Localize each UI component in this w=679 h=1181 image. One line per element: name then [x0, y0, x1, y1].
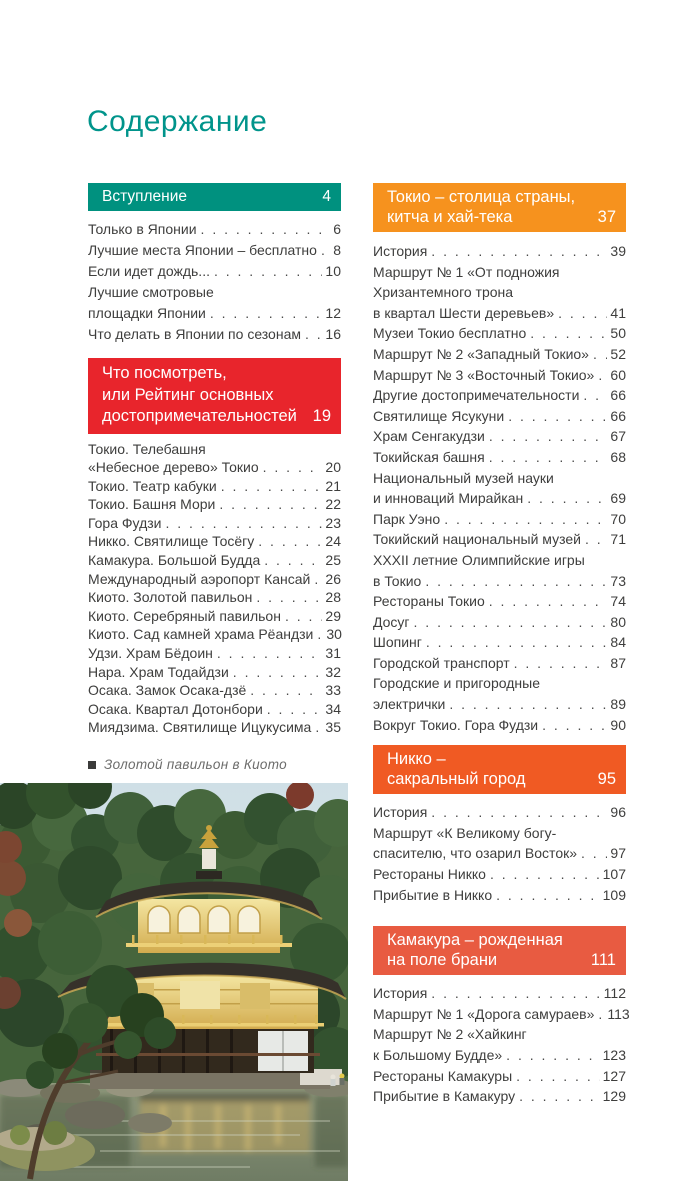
- toc-entry-title: Токио. Театр кабуки: [88, 477, 217, 494]
- toc-entry[interactable]: [88, 324, 341, 345]
- toc-entry[interactable]: [88, 458, 341, 477]
- toc-entry-title: Маршрут № 2 «Западный Токио»: [373, 345, 589, 362]
- toc-entry-title: и инноваций Мирайкан: [373, 490, 524, 507]
- toc-entry-title: Миядзима. Святилище Ицукусима: [88, 719, 312, 736]
- toc-entry-page: 123: [602, 1047, 626, 1063]
- toc-entry[interactable]: [88, 607, 341, 626]
- dot-leader: [542, 715, 607, 736]
- toc-entry-title: Храм Сенгакудзи: [373, 428, 485, 445]
- toc-entry-page: 71: [610, 531, 626, 548]
- toc-entry[interactable]: [88, 700, 341, 719]
- left-sections: [88, 183, 341, 737]
- toc-entry-page: 12: [325, 305, 341, 321]
- toc-entry[interactable]: [373, 1066, 626, 1087]
- toc-entry-page: 28: [325, 589, 341, 606]
- toc-entry-page: 60: [610, 366, 626, 383]
- toc-entry-page: 26: [325, 570, 341, 587]
- toc-entry-title: Маршрут № 1 «От подножия: [373, 263, 560, 280]
- toc-entry-page: 66: [610, 407, 626, 424]
- toc-entry[interactable]: [373, 1004, 630, 1025]
- toc-entry-title: Хризантемного трона: [373, 284, 514, 301]
- toc-entry-title: Камакура. Большой Будда: [88, 552, 261, 569]
- dot-leader: [414, 612, 608, 633]
- dot-leader: [314, 570, 322, 589]
- toc-entry-title: Прибытие в Никко: [373, 886, 493, 903]
- toc-entry-title: Городские и пригородные: [373, 675, 540, 692]
- dot-leader: [519, 1086, 600, 1107]
- dot-leader: [426, 632, 608, 653]
- section-header-line: [387, 207, 616, 227]
- toc-entry-title: Осака. Замок Осака-дзё: [88, 682, 247, 699]
- toc-entry-page: 16: [325, 326, 341, 342]
- toc-entry[interactable]: [88, 551, 341, 570]
- section-title: на поле брани: [387, 951, 498, 970]
- dot-leader: [489, 447, 608, 468]
- toc-entry[interactable]: [373, 632, 626, 653]
- toc-entry[interactable]: [88, 495, 341, 514]
- toc-entry-page: 80: [610, 613, 626, 630]
- toc-entry-title: Токио. Телебашня: [88, 440, 206, 457]
- dot-leader: [581, 843, 607, 864]
- toc-entry[interactable]: [373, 426, 626, 447]
- toc-entry-title: Что делать в Японии по сезонам: [88, 326, 301, 342]
- toc-entry[interactable]: [373, 1045, 626, 1066]
- toc-entry-title: Парк Уэно: [373, 510, 441, 527]
- toc-entry-page: 34: [325, 700, 341, 717]
- toc-entry-title: «Небесное дерево» Токио: [88, 459, 259, 476]
- dot-leader: [219, 495, 322, 514]
- toc-entry-page: 69: [610, 490, 626, 507]
- right-sections: [373, 183, 630, 1107]
- dot-leader: [264, 551, 322, 570]
- section-header[interactable]: [88, 358, 341, 434]
- section-header-line: [387, 930, 616, 950]
- toc-entry-title: Рестораны Токио: [373, 593, 485, 610]
- toc-entry-page: 109: [602, 886, 626, 903]
- toc-entry-page: 89: [610, 696, 626, 713]
- dot-leader: [431, 241, 607, 262]
- section-title: Вступление: [102, 188, 188, 205]
- toc-entry[interactable]: [88, 718, 341, 737]
- toc-entry[interactable]: [373, 864, 626, 885]
- dot-leader: [214, 261, 322, 282]
- toc-entry-title: Никко. Святилище Тосёгу: [88, 533, 255, 550]
- toc-entry[interactable]: [373, 323, 626, 344]
- toc-entry-title: Лучшие места Японии – бесплатно: [88, 242, 317, 258]
- section-header-line: [102, 188, 331, 206]
- dot-leader: [285, 607, 322, 626]
- dot-leader: [489, 426, 608, 447]
- toc-entry-page: 41: [610, 304, 626, 321]
- toc-entry[interactable]: [373, 550, 626, 571]
- toc-entry[interactable]: [88, 644, 341, 663]
- toc-entry-title: спасителю, что озарил Восток»: [373, 845, 578, 862]
- dot-leader: [506, 1045, 599, 1066]
- toc-entry-title: Национальный музей науки: [373, 469, 554, 486]
- toc-entry-title: Токийский национальный музей: [373, 531, 581, 548]
- toc-entry-title: История: [373, 243, 428, 259]
- dot-leader: [449, 694, 607, 715]
- toc-entry-page: 73: [610, 572, 626, 589]
- dot-leader: [210, 303, 323, 324]
- section-title: достопримечательностей: [102, 407, 297, 425]
- dot-leader: [490, 864, 600, 885]
- toc-entry-title: Рестораны Камакуры: [373, 1067, 513, 1084]
- section-title: Что посмотреть,: [102, 364, 227, 382]
- toc-entry[interactable]: [373, 885, 626, 906]
- toc-entry[interactable]: [373, 823, 626, 844]
- toc-entry-page: 30: [326, 626, 342, 643]
- toc-entry-title: Киото. Золотой павильон: [88, 589, 253, 606]
- dot-leader: [201, 219, 331, 240]
- dot-leader: [530, 323, 607, 344]
- toc-entry[interactable]: [373, 262, 626, 283]
- toc-entries: [88, 219, 341, 345]
- toc-entry-title: Маршрут № 3 «Восточный Токио»: [373, 366, 595, 383]
- section-page-number: 95: [597, 770, 616, 789]
- section-header[interactable]: [373, 926, 626, 975]
- toc-entry[interactable]: [373, 612, 626, 633]
- section-title: Камакура – рожденная: [387, 931, 563, 950]
- toc-entry-page: 84: [610, 634, 626, 651]
- toc-entry[interactable]: [373, 509, 626, 530]
- dot-leader: [425, 571, 607, 592]
- toc-entry[interactable]: [373, 653, 626, 674]
- toc-entry-page: 50: [610, 325, 626, 342]
- dot-leader: [305, 324, 322, 345]
- toc-entries: [373, 241, 626, 735]
- toc-entry-title: Токио. Башня Мори: [88, 496, 216, 513]
- section-title: Токио – столица страны,: [387, 188, 576, 206]
- toc-entry[interactable]: [88, 440, 341, 459]
- toc-entry-page: 29: [325, 607, 341, 624]
- toc-entries: [373, 983, 630, 1107]
- toc-entry-title: электрички: [373, 696, 446, 713]
- dot-leader: [431, 802, 607, 823]
- toc-entries: [373, 802, 626, 905]
- toc-entry[interactable]: [373, 447, 626, 468]
- toc-entry-page: 96: [610, 804, 626, 821]
- toc-entry-page: 23: [325, 514, 341, 531]
- toc-entry-title: Киото. Серебряный павильон: [88, 607, 281, 624]
- toc-entry[interactable]: [373, 694, 626, 715]
- dot-leader: [317, 625, 323, 644]
- toc-entry-title: Удзи. Храм Бёдоин: [88, 645, 213, 662]
- photo-caption: [88, 757, 287, 772]
- toc-entry-page: 87: [610, 654, 626, 671]
- dot-leader: [527, 488, 607, 509]
- toc-entry-title: XXXII летние Олимпийские игры: [373, 551, 585, 568]
- dot-leader: [250, 681, 322, 700]
- dot-leader: [256, 588, 322, 607]
- section-header-line: [387, 769, 616, 789]
- toc-entry-page: 21: [325, 477, 341, 494]
- toc-entry[interactable]: [373, 282, 626, 303]
- toc-entry-title: Досуг: [373, 613, 410, 630]
- toc-entry[interactable]: [373, 571, 626, 592]
- toc-entry[interactable]: [88, 303, 341, 324]
- toc-entry[interactable]: [373, 843, 626, 864]
- section-header-line: [387, 187, 616, 207]
- toc-entry[interactable]: [373, 1086, 626, 1107]
- toc-entry-page: 22: [325, 496, 341, 513]
- toc-entry-page: 74: [610, 593, 626, 610]
- toc-entry-title: Музеи Токио бесплатно: [373, 325, 527, 342]
- toc-entry-title: Святилище Ясукуни: [373, 407, 505, 424]
- toc-entry-title: Осака. Квартал Дотонбори: [88, 700, 263, 717]
- dot-leader: [217, 644, 323, 663]
- toc-entry[interactable]: [373, 385, 626, 406]
- toc-entry-page: 25: [325, 552, 341, 569]
- section-title: Никко –: [387, 750, 446, 769]
- toc-entry[interactable]: [88, 282, 341, 303]
- toc-entry-title: Городской транспорт: [373, 654, 510, 671]
- section-header[interactable]: [373, 183, 626, 232]
- toc-entry[interactable]: [373, 468, 626, 489]
- toc-entry[interactable]: [373, 529, 626, 550]
- toc-entry-page: 129: [602, 1088, 626, 1105]
- dot-leader: [267, 700, 323, 719]
- toc-entry-page: 67: [610, 428, 626, 445]
- right-column: [373, 183, 630, 1107]
- toc-entry-page: 112: [603, 985, 626, 1002]
- toc-entry-title: Маршрут «К Великому богу-: [373, 824, 557, 841]
- dot-leader: [258, 532, 322, 551]
- toc-entry[interactable]: [373, 406, 626, 427]
- toc-entry-page: 127: [602, 1067, 626, 1084]
- dot-leader: [431, 983, 600, 1004]
- toc-entry-page: 39: [610, 243, 626, 259]
- toc-entry[interactable]: [373, 802, 626, 823]
- toc-entry-title: в квартал Шести деревьев»: [373, 304, 555, 321]
- toc-entry-title: Прибытие в Камакуру: [373, 1088, 516, 1105]
- dot-leader: [321, 240, 330, 261]
- toc-entry[interactable]: [88, 570, 341, 589]
- dot-leader: [598, 1004, 604, 1025]
- toc-entry[interactable]: [373, 488, 626, 509]
- toc-entry-page: 32: [325, 663, 341, 680]
- toc-entry-title: Нара. Храм Тодайдзи: [88, 663, 229, 680]
- section-page-number: 4: [322, 188, 331, 205]
- toc-entry[interactable]: [88, 219, 341, 240]
- toc-entry-title: Шопинг: [373, 634, 422, 651]
- toc-entry-title: в Токио: [373, 572, 422, 589]
- dot-leader: [263, 458, 323, 477]
- toc-entry-title: Лучшие смотровые: [88, 284, 214, 300]
- dot-leader: [514, 653, 608, 674]
- dot-leader: [585, 529, 607, 550]
- toc-entry[interactable]: [373, 241, 626, 262]
- toc-entry-page: 6: [333, 221, 341, 237]
- toc-entry[interactable]: [88, 588, 341, 607]
- section-header-line: [102, 385, 331, 407]
- toc-entry-title: История: [373, 985, 428, 1002]
- toc-entry[interactable]: [88, 261, 341, 282]
- toc-entry[interactable]: [88, 532, 341, 551]
- toc-entry[interactable]: [373, 715, 626, 736]
- toc-entry-page: 10: [325, 263, 341, 279]
- section-header[interactable]: [373, 745, 626, 794]
- section-header-line: [102, 406, 331, 428]
- toc-entry[interactable]: [88, 681, 341, 700]
- toc-entry[interactable]: [373, 303, 626, 324]
- toc-entry-title: Вокруг Токио. Гора Фудзи: [373, 716, 539, 733]
- dot-leader: [221, 477, 323, 496]
- toc-entry-title: Если идет дождь...: [88, 263, 210, 279]
- toc-entry-title: Маршрут № 1 «Дорога самураев»: [373, 1005, 595, 1022]
- toc-entry-page: 113: [607, 1005, 630, 1022]
- toc-entry-page: 35: [325, 719, 341, 736]
- toc-entry-title: Маршрут № 2 «Хайкинг: [373, 1026, 527, 1043]
- toc-entry[interactable]: [88, 514, 341, 533]
- dot-leader: [496, 885, 600, 906]
- toc-entry[interactable]: [373, 1024, 626, 1045]
- toc-entry-page: 20: [325, 459, 341, 476]
- toc-entry-page: 107: [602, 866, 626, 883]
- toc-entry[interactable]: [88, 663, 341, 682]
- toc-entry-page: 33: [325, 682, 341, 699]
- toc-entry-title: Рестораны Никко: [373, 866, 486, 883]
- golden-pavilion-photo: [0, 783, 348, 1181]
- dot-leader: [508, 406, 607, 427]
- toc-entry-page: 52: [610, 345, 626, 362]
- section-title: или Рейтинг основных: [102, 385, 274, 404]
- toc-entry-title: площадки Японии: [88, 305, 206, 321]
- section-header[interactable]: [88, 183, 341, 211]
- dot-leader: [593, 344, 607, 365]
- dot-leader: [516, 1066, 600, 1087]
- dot-leader: [558, 303, 607, 324]
- toc-entry[interactable]: [88, 240, 341, 261]
- toc-entry-title: Гора Фудзи: [88, 514, 162, 531]
- toc-entry-page: 66: [610, 387, 626, 404]
- section-title: сакральный город: [387, 770, 526, 789]
- toc-entry-page: 70: [610, 510, 626, 527]
- section-title: китча и хай-тека: [387, 208, 513, 226]
- toc-entry-title: Только в Японии: [88, 221, 197, 237]
- toc-entry[interactable]: [373, 344, 626, 365]
- dot-leader: [598, 365, 607, 386]
- toc-entry-title: Другие достопримечательности: [373, 387, 580, 404]
- section-header-line: [387, 950, 616, 970]
- page-title: Содержание: [87, 105, 268, 138]
- section-page-number: 111: [590, 951, 616, 970]
- toc-entry-page: 8: [333, 242, 341, 258]
- toc-entry-page: 68: [610, 448, 626, 465]
- toc-entry[interactable]: [373, 673, 626, 694]
- toc-entry-page: 31: [325, 645, 341, 662]
- section-page-number: 37: [597, 208, 616, 226]
- toc-entry[interactable]: [88, 477, 341, 496]
- dot-leader: [444, 509, 607, 530]
- toc-entry-page: 97: [610, 845, 626, 862]
- section-header-line: [102, 363, 331, 385]
- toc-entry[interactable]: [373, 365, 626, 386]
- toc-entry-title: к Большому Будде»: [373, 1047, 503, 1063]
- section-page-number: 19: [312, 407, 331, 425]
- left-column: [88, 183, 341, 737]
- toc-entry-page: 90: [610, 716, 626, 733]
- toc-entry[interactable]: [373, 983, 626, 1004]
- dot-leader: [233, 663, 323, 682]
- toc-entry-title: Киото. Сад камней храма Рёандзи: [88, 626, 314, 643]
- dot-leader: [315, 718, 322, 737]
- toc-entry[interactable]: [88, 625, 341, 644]
- caption-bullet-icon: [88, 761, 96, 769]
- toc-entry[interactable]: [373, 591, 626, 612]
- dot-leader: [489, 591, 608, 612]
- photo-caption-text: Золотой павильон в Киото: [104, 757, 287, 772]
- toc-entries: [88, 440, 341, 738]
- section-header-line: [387, 749, 616, 769]
- toc-entry-page: 24: [325, 533, 341, 550]
- dot-leader: [583, 385, 607, 406]
- toc-entry-title: История: [373, 804, 428, 821]
- toc-entry-title: Международный аэропорт Кансай: [88, 570, 311, 587]
- toc-entry-title: Токийская башня: [373, 448, 485, 465]
- dot-leader: [165, 514, 322, 533]
